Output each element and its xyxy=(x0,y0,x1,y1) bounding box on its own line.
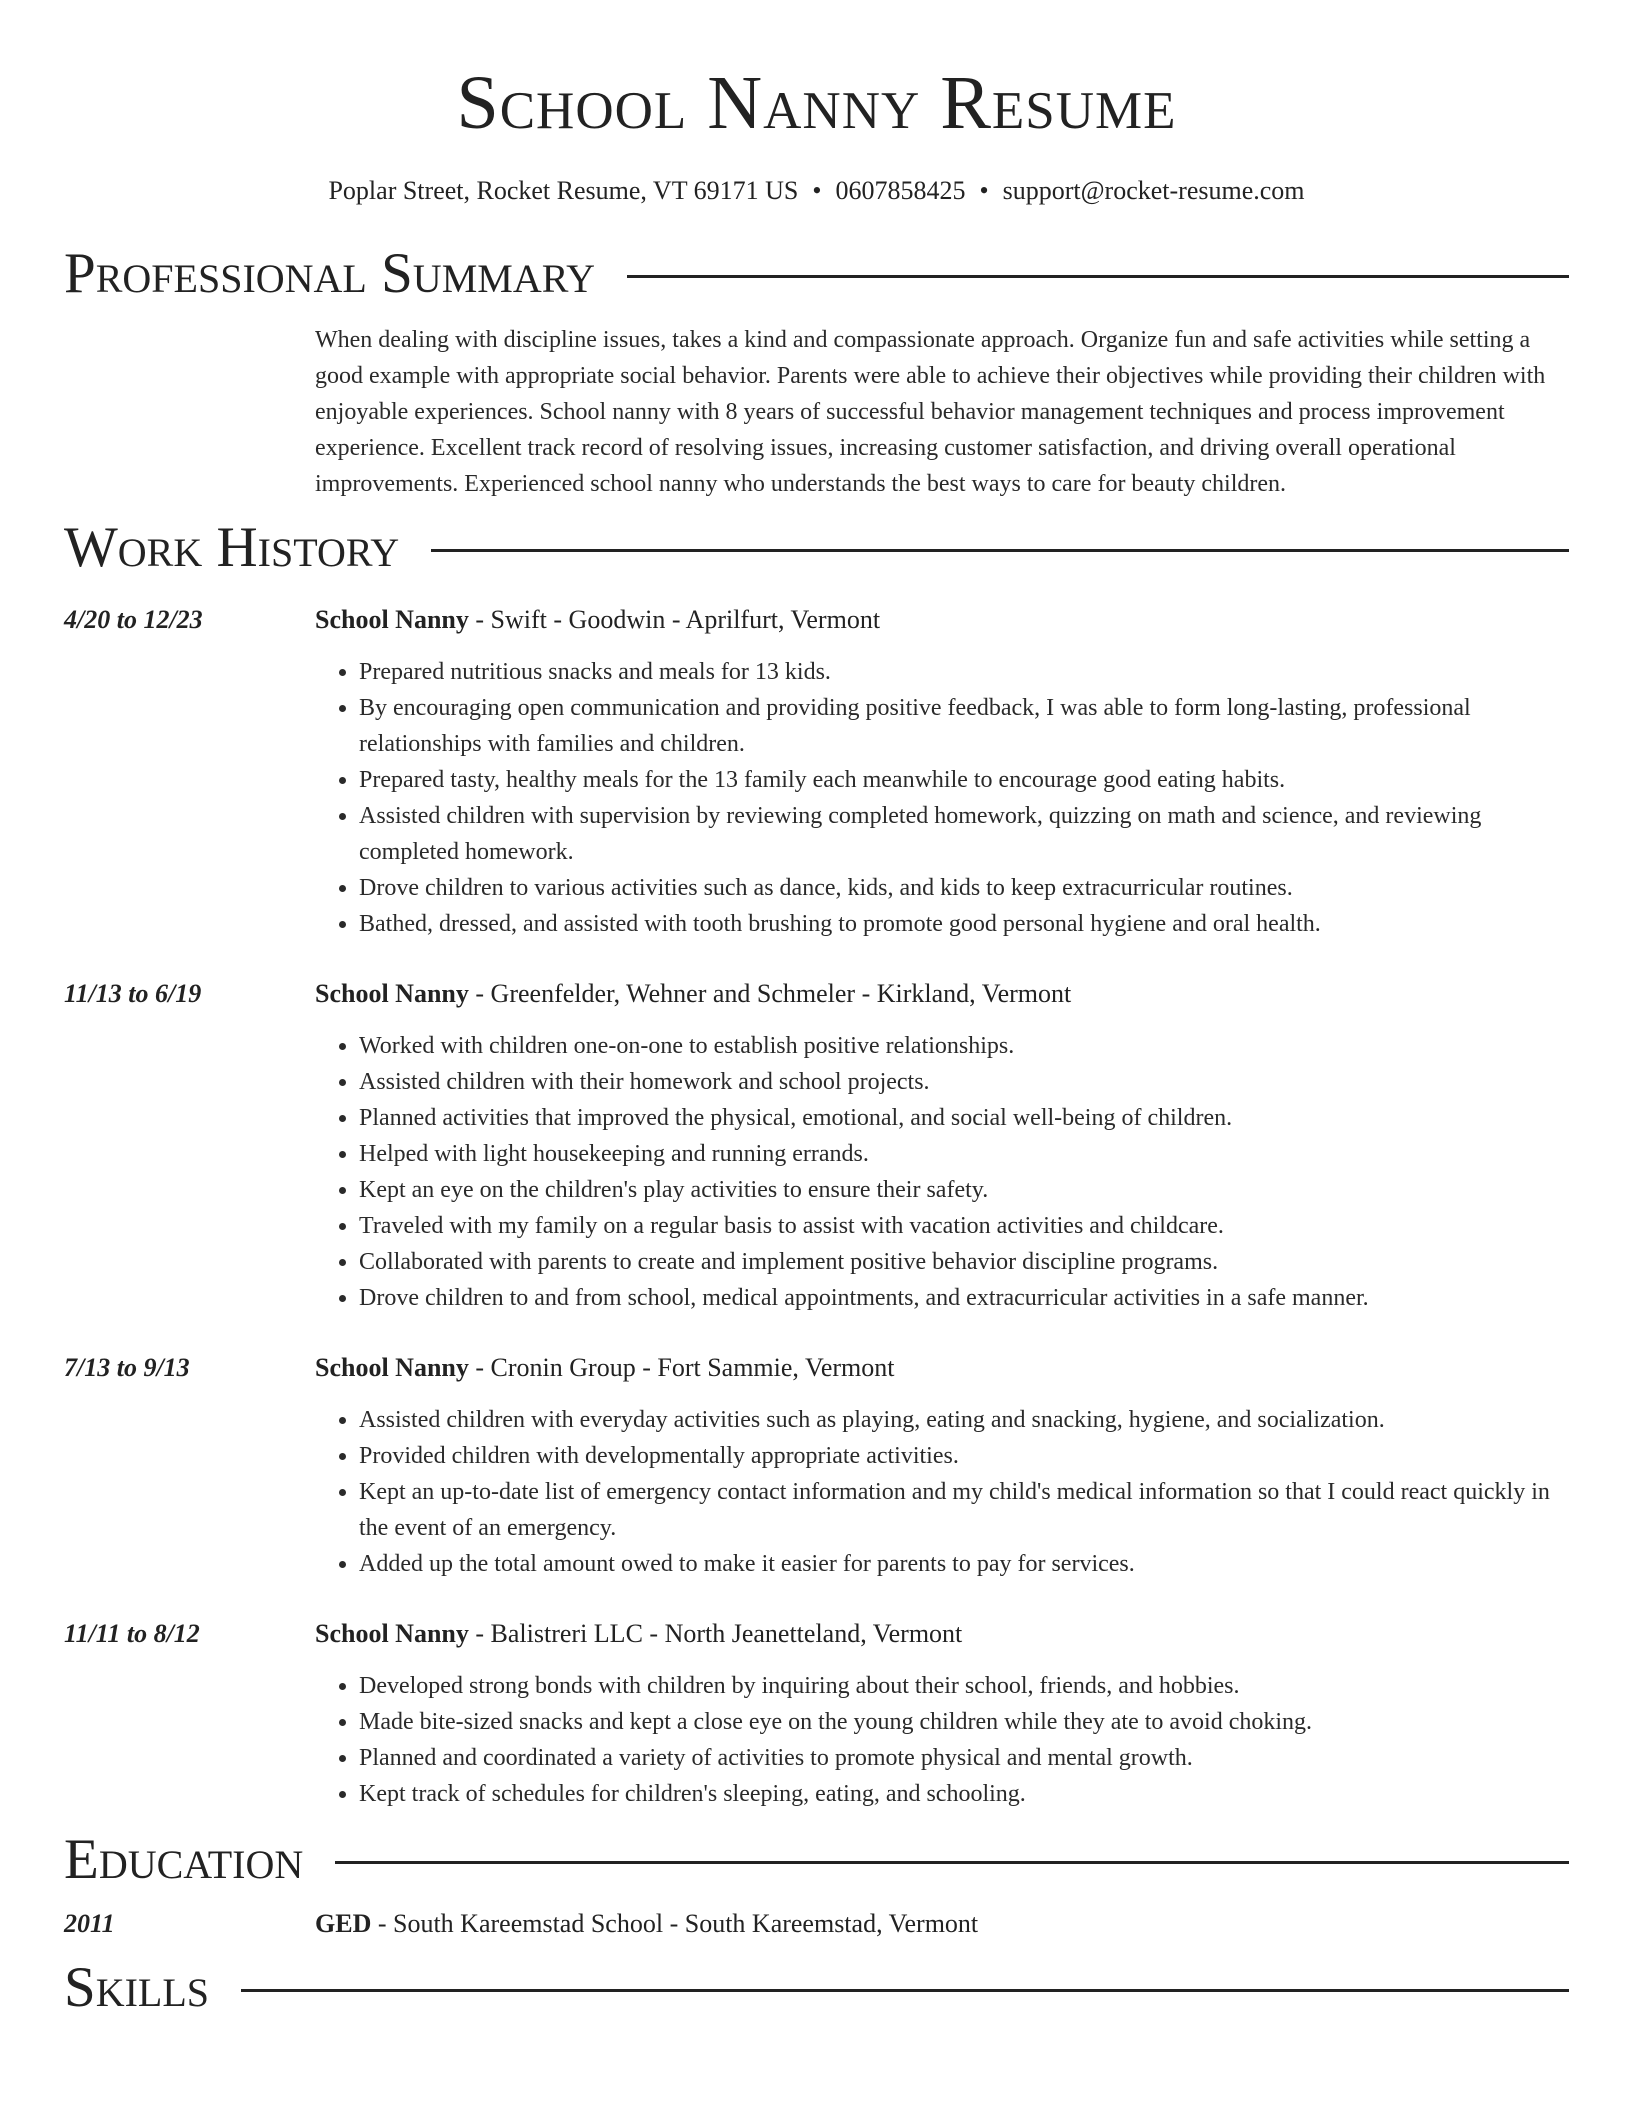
job-title-line xyxy=(315,1350,1569,1386)
job-bullet: • Provided children with developmentally appropriate activities. xyxy=(359,1438,1569,1474)
education-section-title: Education xyxy=(64,1828,304,1891)
job-body xyxy=(315,602,1569,942)
job-bullet: • By encouraging open communication and providing positive feedback, I was able to form long-lasting, professional relationships with families and children. xyxy=(359,690,1569,762)
job-entry xyxy=(64,1350,1569,1582)
section-divider xyxy=(431,549,1569,552)
email: support@rocket-resume.com xyxy=(1002,176,1305,205)
section-divider xyxy=(627,275,1569,278)
separator-1: • xyxy=(812,176,822,205)
job-bullet: • Kept track of schedules for children's sleeping, eating, and schooling. xyxy=(359,1776,1569,1812)
job-bullets xyxy=(315,1402,1569,1582)
job-bullet: • Added up the total amount owed to make it easier for parents to pay for services. xyxy=(359,1546,1569,1582)
job-bullet: • Bathed, dressed, and assisted with tooth brushing to promote good personal hygiene and oral health. xyxy=(359,906,1569,942)
job-dates: 4/20 to 12/23 xyxy=(64,605,203,634)
job-bullets xyxy=(315,1028,1569,1316)
job-dates: 11/13 to 6/19 xyxy=(64,979,202,1008)
work-section-title: Work History xyxy=(64,516,400,579)
job-body xyxy=(315,976,1569,1316)
job-bullet: • Assisted children with everyday activities such as playing, eating and snacking, hygiene, and socialization. xyxy=(359,1402,1569,1438)
job-bullet: • Helped with light housekeeping and running errands. xyxy=(359,1136,1569,1172)
job-title-line xyxy=(315,976,1569,1012)
job-dates: 11/11 to 8/12 xyxy=(64,1619,200,1648)
job-company-location: - Swift - Goodwin - Aprilfurt, Vermont xyxy=(468,605,881,634)
job-company-location: - Greenfelder, Wehner and Schmeler - Kirkland, Vermont xyxy=(468,979,1072,1008)
job-bullets xyxy=(315,654,1569,942)
education-degree: GED xyxy=(315,1909,372,1938)
resume-title: School Nanny Resume xyxy=(456,61,1177,145)
job-bullet: • Kept an up-to-date list of emergency contact information and my child's medical information so that I could react quickly in the event of an emergency. xyxy=(359,1474,1569,1546)
job-bullet: • Developed strong bonds with children by inquiring about their school, friends, and hobbies. xyxy=(359,1668,1569,1704)
education-details: - South Kareemstad School - South Kareemstad, Vermont xyxy=(371,1909,979,1938)
job-bullet: • Planned activities that improved the physical, emotional, and social well-being of children. xyxy=(359,1100,1569,1136)
job-bullet: • Worked with children one-on-one to establish positive relationships. xyxy=(359,1028,1569,1064)
work-history-list xyxy=(64,602,1569,1812)
summary-section-header xyxy=(64,242,1569,306)
job-company-location: - Cronin Group - Fort Sammie, Vermont xyxy=(468,1353,895,1382)
education-entry xyxy=(64,1906,1569,1942)
work-section-header xyxy=(64,516,1569,580)
job-entry xyxy=(64,602,1569,942)
summary-text: When dealing with discipline issues, takes a kind and compassionate approach. Organize fun and safe activities while setting a good example with appropriate social behavior. Parents were able to achieve their objectives while providing their children with enjoyable experiences. School nanny with 8 years of successful behavior management techniques and process improvement experience. Excellent track record of resolving issues, increasing customer satisfaction, and driving overall operational improvements. Experienced school nanny who understands the best ways to care for beauty children. xyxy=(315,327,1546,497)
job-bullet: • Kept an eye on the children's play activities to ensure their safety. xyxy=(359,1172,1569,1208)
job-title: School Nanny xyxy=(315,1353,469,1382)
phone: 0607858425 xyxy=(835,176,966,205)
job-title-line xyxy=(315,1616,1569,1652)
job-title-line xyxy=(315,602,1569,638)
job-company-location: - Balistreri LLC - North Jeanetteland, Vermont xyxy=(468,1619,963,1648)
section-divider xyxy=(241,1989,1569,1992)
job-bullet: • Made bite-sized snacks and kept a close eye on the young children while they ate to avoid choking. xyxy=(359,1704,1569,1740)
education-year: 2011 xyxy=(64,1909,115,1938)
job-body xyxy=(315,1350,1569,1582)
education-details-line xyxy=(315,1906,1569,1942)
summary-section-title: Professional Summary xyxy=(64,242,596,305)
job-bullet: • Collaborated with parents to create and implement positive behavior discipline programs. xyxy=(359,1244,1569,1280)
education-section-header xyxy=(64,1828,1569,1892)
job-title: School Nanny xyxy=(315,979,469,1008)
job-bullet: • Assisted children with their homework and school projects. xyxy=(359,1064,1569,1100)
separator-2: • xyxy=(979,176,989,205)
job-title: School Nanny xyxy=(315,605,469,634)
job-bullet: • Drove children to and from school, medical appointments, and extracurricular activities in a safe manner. xyxy=(359,1280,1569,1316)
skills-section-title: Skills xyxy=(64,1956,210,2019)
skills-section-header xyxy=(64,1956,1569,2020)
job-bullet: • Drove children to various activities such as dance, kids, and kids to keep extracurricular routines. xyxy=(359,870,1569,906)
job-dates: 7/13 to 9/13 xyxy=(64,1353,190,1382)
job-entry xyxy=(64,976,1569,1316)
address: Poplar Street, Rocket Resume, VT 69171 US xyxy=(328,176,799,205)
job-body xyxy=(315,1616,1569,1812)
job-bullet: • Prepared nutritious snacks and meals for 13 kids. xyxy=(359,654,1569,690)
contact-line xyxy=(64,174,1569,208)
job-bullet: • Traveled with my family on a regular basis to assist with vacation activities and childcare. xyxy=(359,1208,1569,1244)
job-entry xyxy=(64,1616,1569,1812)
job-bullet: • Prepared tasty, healthy meals for the 13 family each meanwhile to encourage good eating habits. xyxy=(359,762,1569,798)
job-bullet: • Assisted children with supervision by reviewing completed homework, quizzing on math and science, and reviewing completed homework. xyxy=(359,798,1569,870)
job-title: School Nanny xyxy=(315,1619,469,1648)
job-bullet: • Planned and coordinated a variety of activities to promote physical and mental growth. xyxy=(359,1740,1569,1776)
job-bullets xyxy=(315,1668,1569,1812)
section-divider xyxy=(335,1861,1569,1864)
